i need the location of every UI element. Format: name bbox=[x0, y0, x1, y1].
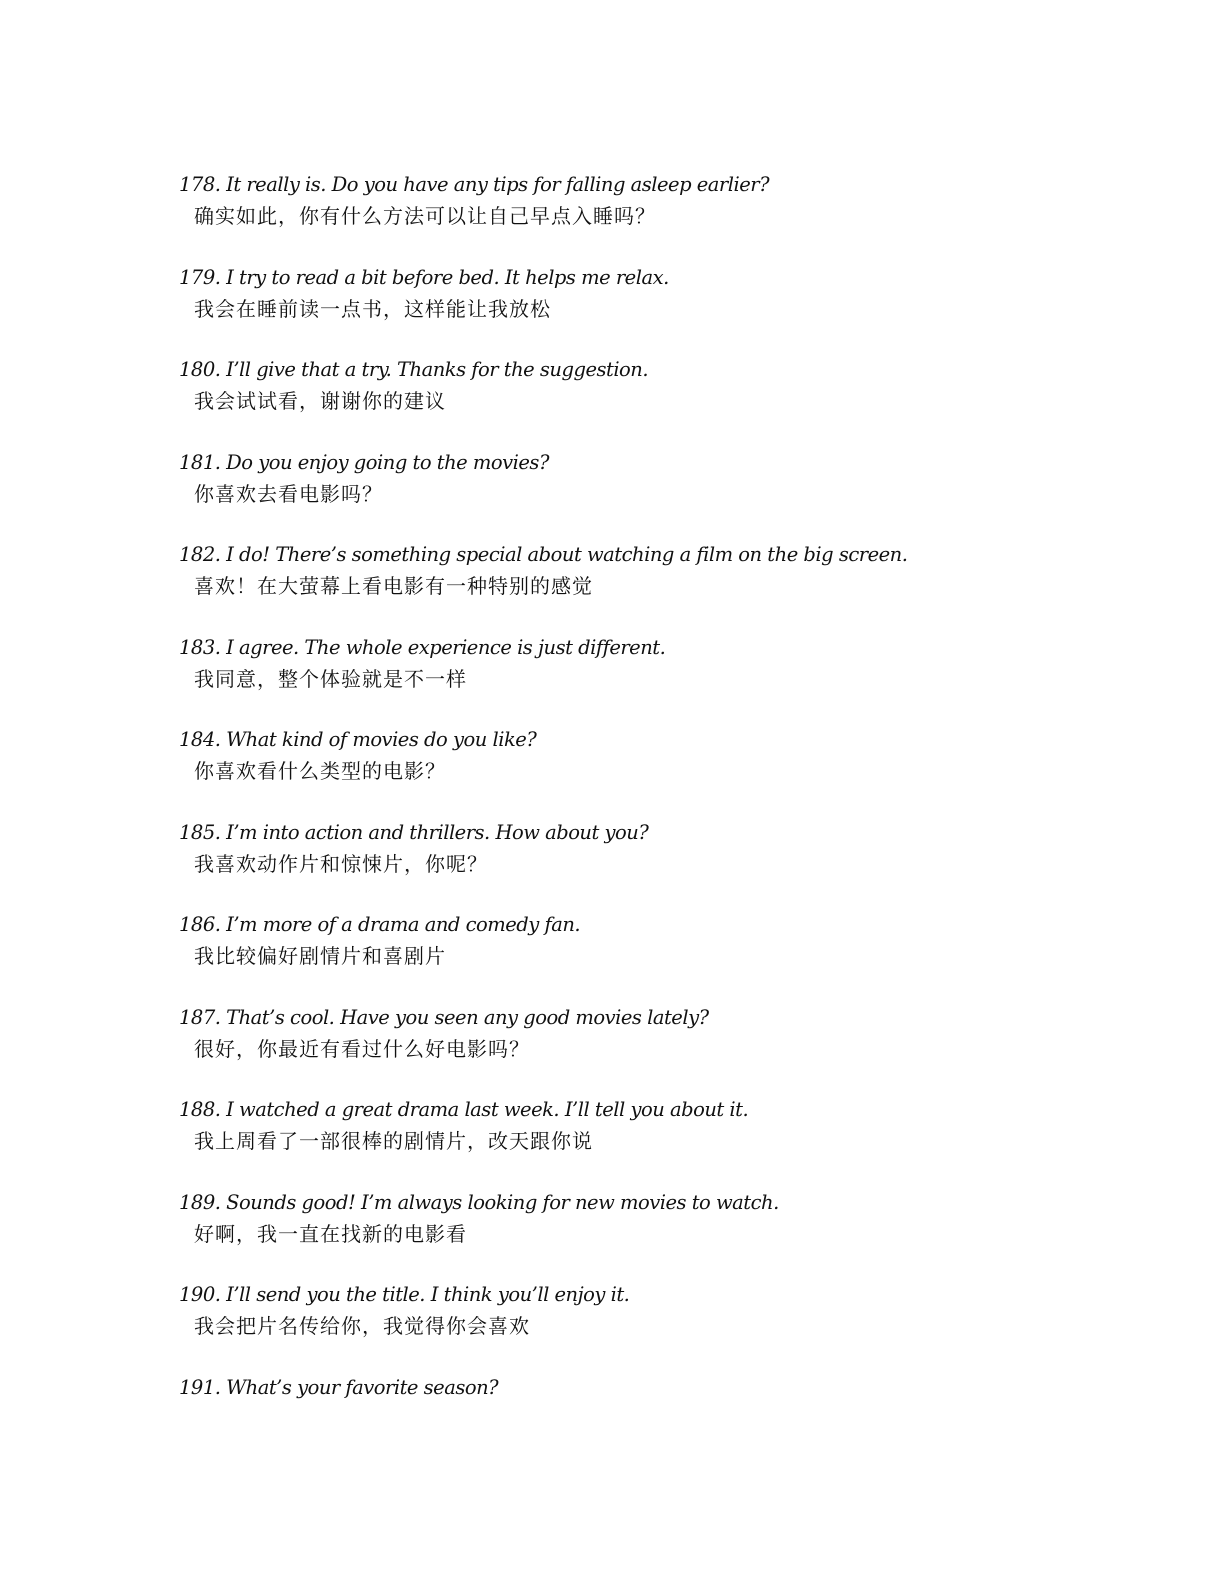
chinese-translation: 我会把片名传给你，我觉得你会喜欢 bbox=[194, 1314, 530, 1338]
english-line: 178. It really is. Do you have any tips for falling asleep earlier? bbox=[179, 173, 770, 196]
english-line: 183. I agree. The whole experience is just different. bbox=[179, 635, 666, 659]
english-line: 186. I’m more of a drama and comedy fan. bbox=[179, 913, 581, 936]
dialogue-entry bbox=[179, 818, 1139, 911]
english-line: 185. I’m into action and thrillers. How about you? bbox=[179, 820, 649, 844]
english-line: 182. I do! There’s something special about watching a film on the big screen. bbox=[179, 543, 908, 566]
english-line: 180. I’ll give that a try. Thanks for the suggestion. bbox=[179, 358, 649, 381]
chinese-translation: 我会在睡前读一点书，这样能让我放松 bbox=[194, 296, 551, 321]
english-line: 188. I watched a great drama last week. I’ll tell you about it. bbox=[179, 1098, 749, 1121]
dialogue-entry bbox=[179, 540, 1139, 633]
dialogue-entry bbox=[179, 633, 1139, 726]
chinese-translation: 你喜欢去看电影吗？ bbox=[194, 481, 383, 506]
chinese-translation: 你喜欢看什么类型的电影？ bbox=[194, 759, 446, 783]
chinese-translation: 我喜欢动作片和惊悚片，你呢？ bbox=[194, 851, 488, 876]
dialogue-entry bbox=[179, 170, 1139, 263]
chinese-translation: 很好，你最近有看过什么好电影吗？ bbox=[194, 1036, 530, 1061]
chinese-translation: 我会试试看，谢谢你的建议 bbox=[194, 389, 446, 413]
chinese-translation: 我比较偏好剧情片和喜剧片 bbox=[194, 944, 446, 968]
dialogue-entry bbox=[179, 263, 1139, 356]
dialogue-entry bbox=[179, 1003, 1139, 1096]
dialogue-entry bbox=[179, 355, 1139, 448]
dialogue-entry bbox=[179, 1188, 1139, 1281]
chinese-translation: 确实如此，你有什么方法可以让自己早点入睡吗？ bbox=[194, 204, 656, 228]
dialogue-entry bbox=[179, 1280, 1139, 1373]
dialogue-entry bbox=[179, 1373, 1139, 1466]
english-line: 179. I try to read a bit before bed. It helps me relax. bbox=[179, 265, 669, 289]
chinese-translation: 我上周看了一部很棒的剧情片，改天跟你说 bbox=[194, 1129, 593, 1153]
english-line: 190. I’ll send you the title. I think you’ll enjoy it. bbox=[179, 1283, 630, 1306]
dialogue-entry bbox=[179, 448, 1139, 541]
english-line: 191. What’s your favorite season? bbox=[179, 1375, 499, 1399]
dialogue-list bbox=[179, 170, 1139, 1465]
chinese-translation: 好啊，我一直在找新的电影看 bbox=[194, 1221, 467, 1246]
english-line: 184. What kind of movies do you like? bbox=[179, 728, 537, 751]
chinese-translation: 我同意，整个体验就是不一样 bbox=[194, 666, 467, 691]
english-line: 187. That’s cool. Have you seen any good movies lately? bbox=[179, 1005, 709, 1029]
english-line: 181. Do you enjoy going to the movies? bbox=[179, 450, 549, 474]
dialogue-entry bbox=[179, 725, 1139, 818]
english-line: 189. Sounds good! I’m always looking for new movies to watch. bbox=[179, 1190, 779, 1214]
dialogue-entry bbox=[179, 1095, 1139, 1188]
dialogue-entry bbox=[179, 910, 1139, 1003]
chinese-translation: 喜欢！在大萤幕上看电影有一种特别的感觉 bbox=[194, 574, 593, 598]
